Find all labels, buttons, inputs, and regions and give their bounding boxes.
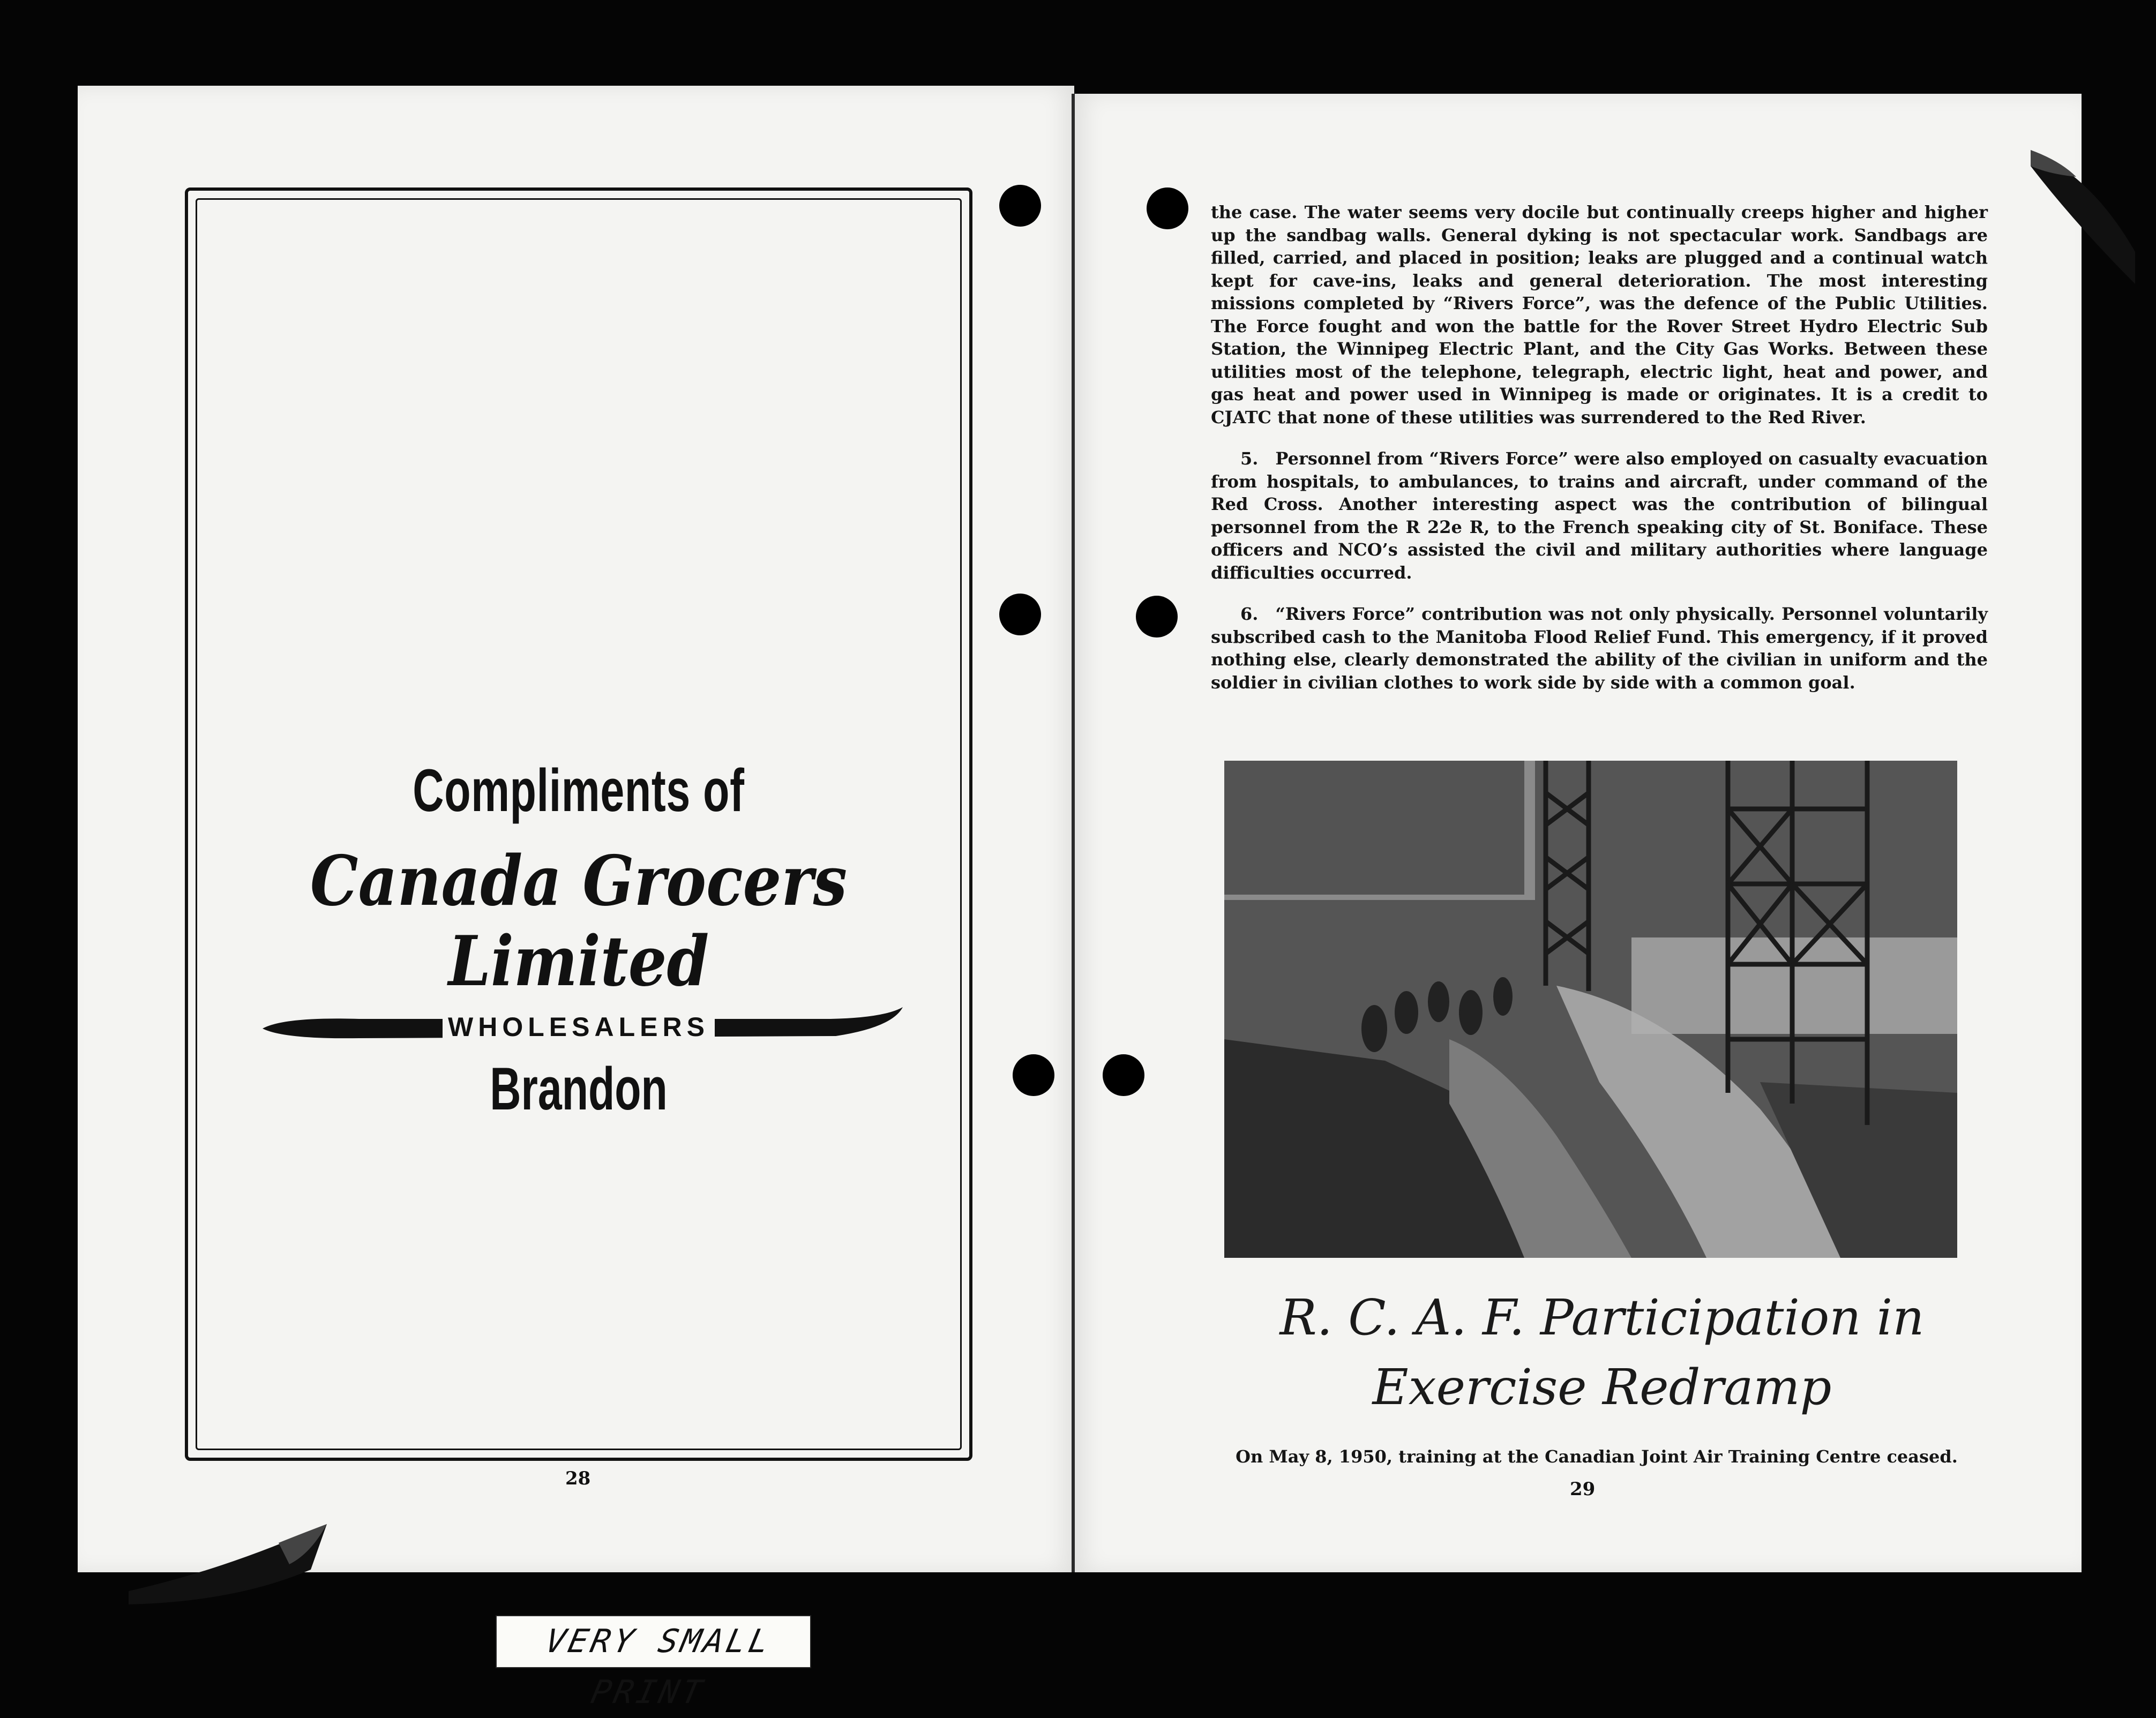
handwritten-label-text: VERY SMALL PRINT bbox=[542, 1623, 776, 1711]
punch-hole-left-top bbox=[999, 185, 1041, 227]
book-spine bbox=[1072, 94, 1075, 1572]
punch-hole-left-middle bbox=[999, 594, 1041, 635]
right-page bbox=[1074, 94, 2082, 1572]
ad-compliments-line: Compliments of bbox=[413, 757, 745, 824]
ad-swoosh bbox=[252, 1006, 905, 1049]
ad-city: Brandon bbox=[490, 1055, 668, 1122]
pencil-tip-icon bbox=[129, 1511, 332, 1607]
left-page bbox=[78, 86, 1074, 1572]
sandbag-dyke-photo bbox=[1224, 761, 1957, 1258]
ad-tagline bbox=[252, 1011, 905, 1042]
ad-tagline-text: WHOLESALERS bbox=[443, 1012, 715, 1042]
punch-hole-left-bottom bbox=[1013, 1054, 1054, 1096]
punch-hole-right-top bbox=[1147, 187, 1188, 229]
page-number-right: 29 bbox=[1570, 1479, 1596, 1500]
punch-hole-right-bottom bbox=[1103, 1054, 1144, 1096]
section-lead-text: On May 8, 1950, training at the Canadian Joint Air Training Centre ceased. bbox=[1236, 1446, 1958, 1467]
page-number-left: 28 bbox=[565, 1468, 591, 1489]
section-heading-line2: Exercise Redramp bbox=[1372, 1359, 1832, 1416]
paragraph-6: 6. “Rivers Force” contribution was not only physically. Personnel voluntarily subscribed cash to the Manitoba Flood Relief Fund. This emergency, if it proved nothing else, clearly demonstrated the ability of the civilian in uniform and the soldier in civilian clothes to work side by side with a common goal. bbox=[1211, 604, 1988, 693]
ad-company-name: Canada Grocers Limited bbox=[310, 841, 848, 1002]
advertisement bbox=[188, 756, 969, 1123]
section-heading-line1: R. C. A. F. Participation in bbox=[1279, 1289, 1925, 1346]
paragraph-5: 5. Personnel from “Rivers Force” were also employed on casualty evacuation from hospitals, to ambulances, to trains and aircraft, under command of the Red Cross. Another interesting aspect was the contribution of bilingual personnel from the R 22e R, to the French speaking city of St. Boniface. These officers and NCO’s assisted the civil and military authorities where language difficulties occurred. bbox=[1211, 448, 1988, 583]
pencil-tip-icon-right bbox=[2028, 145, 2135, 284]
handwritten-label bbox=[496, 1615, 811, 1711]
advertisement-frame bbox=[185, 187, 972, 1461]
photo-image bbox=[1224, 761, 1957, 1258]
punch-hole-right-middle bbox=[1136, 596, 1178, 637]
paragraph-continued: the case. The water seems very docile but continually creeps higher and higher up the sandbag walls. General dyking is not spectacular work. Sandbags are filled, carried, and placed in position; leaks are plugged and a continual watch kept for cave-ins, leaks and general deterioration. The most interesting missions completed by “Rivers Force”, was the defence of the Public Utilities. The Force fought and won the battle for the Rover Street Hydro Electric Sub Station, the Winnipeg Electric Plant, and the City Gas Works. Between these utilities most of the telephone, telegraph, electric light, heat and power, and gas heat and power used in Winnipeg is made or originates. It is a credit to CJATC that none of these utilities was surrendered to the Red River. bbox=[1211, 202, 1988, 427]
